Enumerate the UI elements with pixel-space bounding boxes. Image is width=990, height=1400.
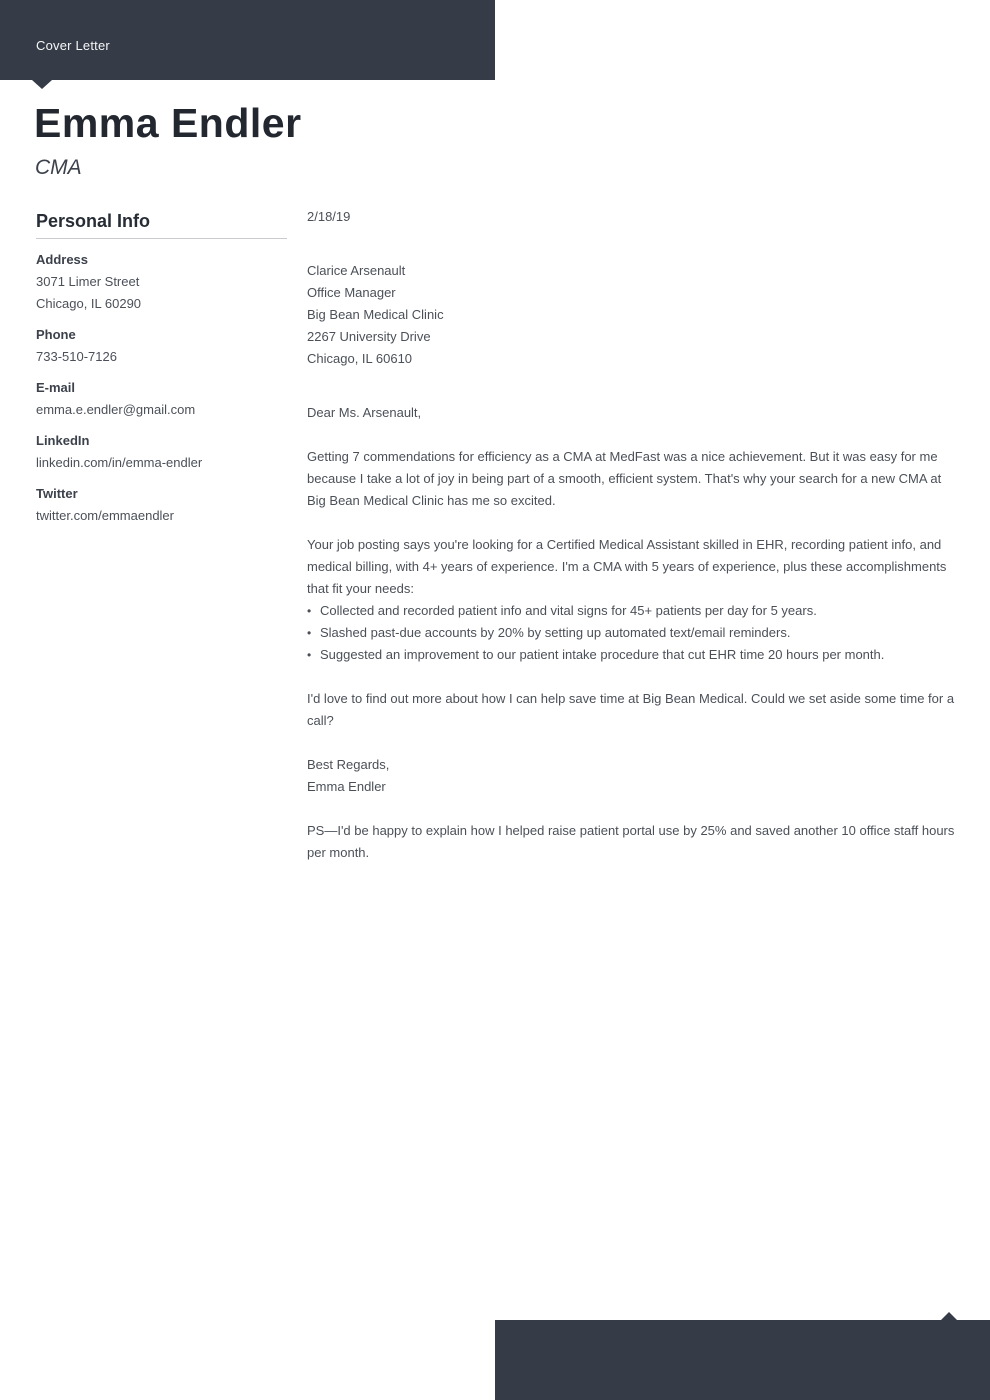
recipient-company: Big Bean Medical Clinic <box>307 307 444 322</box>
list-item <box>307 600 959 622</box>
banner-pointer-up-icon <box>941 1312 957 1320</box>
field-label: LinkedIn <box>36 433 90 448</box>
twitter-field <box>36 483 287 527</box>
paragraph-ps: PS—I'd be happy to explain how I helped raise patient portal use by 25% and saved another 10 office staff hours per month. <box>307 823 955 860</box>
field-value: emma.e.endler@gmail.com <box>36 402 196 417</box>
banner-pointer-down-icon <box>32 80 52 89</box>
letter-body <box>307 206 959 886</box>
closing-regards: Best Regards, <box>307 757 390 772</box>
list-item <box>307 622 959 644</box>
list-item-text: Collected and recorded patient info and vital signs for 45+ patients per day for 5 years. <box>320 603 817 618</box>
paragraph-call-to-action: I'd love to find out more about how I can help save time at Big Bean Medical. Could we set aside some time for a call? <box>307 691 955 728</box>
salutation: Dear Ms. Arsenault, <box>307 405 422 420</box>
closing-block <box>307 754 959 798</box>
email-field <box>36 377 287 421</box>
field-label: Twitter <box>36 486 78 501</box>
phone-field <box>36 324 287 368</box>
accomplishments-list <box>307 600 959 666</box>
bottom-banner <box>495 1320 990 1400</box>
list-item-text: Suggested an improvement to our patient intake procedure that cut EHR time 20 hours per month. <box>320 647 885 662</box>
applicant-name: Emma Endler <box>34 100 302 146</box>
paragraph-intro: Getting 7 commendations for efficiency as a CMA at MedFast was a nice achievement. But it was easy for me because I take a lot of joy in being part of a smooth, efficient system. That's why your search for a new CMA at Big Bean Medical Clinic has me so excited. <box>307 449 942 508</box>
personal-info-section <box>36 210 287 536</box>
recipient-block <box>307 260 959 370</box>
field-label: E-mail <box>36 380 76 395</box>
closing-signature: Emma Endler <box>307 779 386 794</box>
bullet-icon: • <box>307 626 312 640</box>
field-value: 3071 Limer Street <box>36 274 140 289</box>
applicant-job-title: CMA <box>35 156 82 179</box>
linkedin-field <box>36 430 287 474</box>
sidebar-divider <box>36 238 287 239</box>
field-label: Phone <box>36 327 76 342</box>
field-value: linkedin.com/in/emma-endler <box>36 455 203 470</box>
top-banner <box>0 0 495 80</box>
field-label: Address <box>36 252 89 267</box>
recipient-city: Chicago, IL 60610 <box>307 351 413 366</box>
recipient-title: Office Manager <box>307 285 396 300</box>
list-item-text: Slashed past-due accounts by 20% by setting up automated text/email reminders. <box>320 625 791 640</box>
recipient-street: 2267 University Drive <box>307 329 431 344</box>
list-item <box>307 644 959 666</box>
personal-info-heading: Personal Info <box>36 211 151 231</box>
letter-date: 2/18/19 <box>307 209 351 224</box>
field-value: 733-510-7126 <box>36 349 117 364</box>
paragraph-qualifications: Your job posting says you're looking for a Certified Medical Assistant skilled in EHR, recording patient info, and medical billing, with 4+ years of experience. I'm a CMA with 5 years of experience, plus these accomplishments that fit your needs: <box>307 537 947 596</box>
address-field <box>36 249 287 315</box>
recipient-name: Clarice Arsenault <box>307 263 406 278</box>
document-type-label: Cover Letter <box>36 37 110 53</box>
field-value: Chicago, IL 60290 <box>36 296 142 311</box>
bullet-icon: • <box>307 648 312 662</box>
field-value: twitter.com/emmaendler <box>36 508 174 523</box>
bullet-icon: • <box>307 604 312 618</box>
